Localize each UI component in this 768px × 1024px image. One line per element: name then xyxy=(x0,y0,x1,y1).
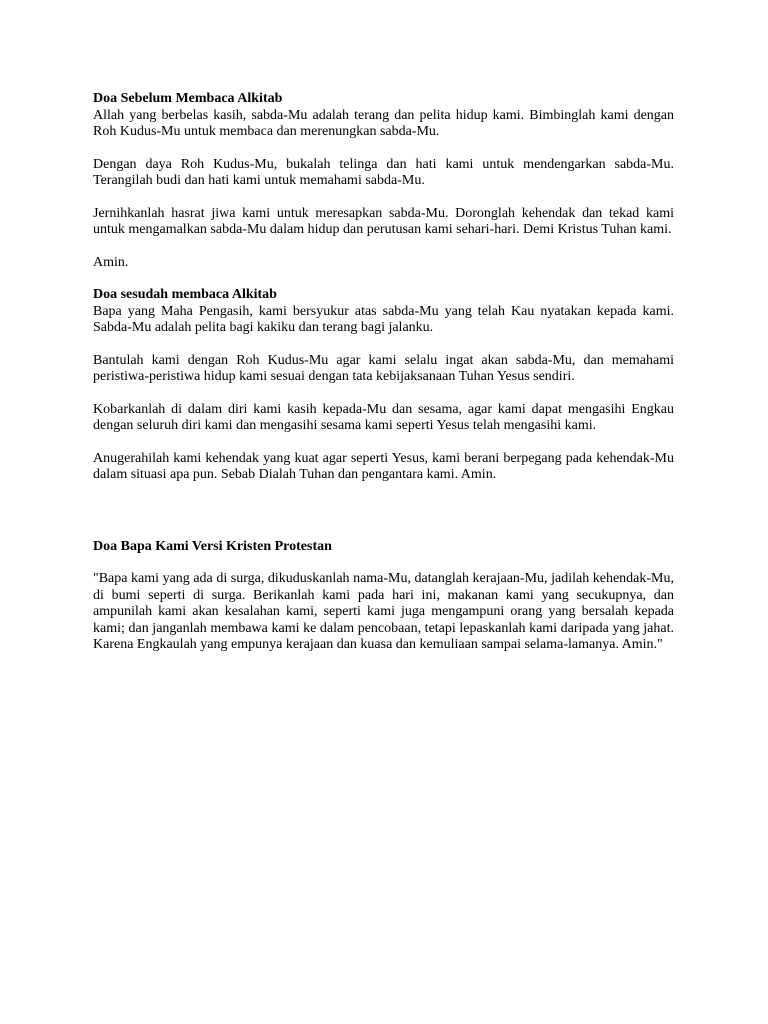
document-page xyxy=(93,91,674,670)
section-heading: Doa Bapa Kami Versi Kristen Protestan xyxy=(93,538,332,554)
section-doa-bapa-kami xyxy=(93,539,674,654)
paragraph: Allah yang berbelas kasih, sabda-Mu adalah terang dan pelita hidup kami. Bimbinglah kami dengan Roh Kudus-Mu untuk membaca dan merenungkan sabda-Mu. xyxy=(93,107,674,139)
section-heading: Doa sesudah membaca Alkitab xyxy=(93,287,277,302)
section-heading: Doa Sebelum Membaca Alkitab xyxy=(93,91,283,106)
paragraph: Dengan daya Roh Kudus-Mu, bukalah telinga dan hati kami untuk mendengarkan sabda-Mu. Terangilah budi dan hati kami untuk memahami sabda-Mu. xyxy=(93,156,674,188)
paragraph: Anugerahilah kami kehendak yang kuat agar seperti Yesus, kami berani berpegang pada kehendak-Mu dalam situasi apa pun. Sebab Dialah Tuhan dan pengantara kami. Amin. xyxy=(93,450,674,482)
section-doa-sebelum xyxy=(93,91,674,271)
paragraph: Bantulah kami dengan Roh Kudus-Mu agar kami selalu ingat akan sabda-Mu, dan memahami peristiwa-peristiwa hidup kami sesuai dengan tata kebijaksanaan Tuhan Yesus sendiri. xyxy=(93,352,674,384)
paragraph: Kobarkanlah di dalam diri kami kasih kepada-Mu dan sesama, agar kami dapat mengasihi Engkau dengan seluruh diri kami dan mengasihi sesama kami seperti Yesus telah mengasihi kami. xyxy=(93,401,674,433)
section-doa-sesudah xyxy=(93,287,674,484)
paragraph: Bapa yang Maha Pengasih, kami bersyukur atas sabda-Mu yang telah Kau nyatakan kepada kami. Sabda-Mu adalah pelita bagi kakiku dan terang bagi jalanku. xyxy=(93,303,674,335)
blank-space xyxy=(93,500,674,539)
paragraph: Amin. xyxy=(93,254,129,270)
paragraph: Jernihkanlah hasrat jiwa kami untuk meresapkan sabda-Mu. Doronglah kehendak dan tekad kami untuk mengamalkan sabda-Mu dalam hidup dan perutusan kami sehari-hari. Demi Kristus Tuhan kami. xyxy=(93,205,674,237)
paragraph: "Bapa kami yang ada di surga, dikuduskanlah nama-Mu, datanglah kerajaan-Mu, jadilah kehendak-Mu, di bumi seperti di surga. Berikanlah kami pada hari ini, makanan kami yang secukupnya, dan ampunilah kami akan kesalahan kami, seperti kami juga mengampuni orang yang bersalah kepada kami; dan janganlah membawa kami ke dalam pencobaan, tetapi lepaskanlah kami daripada yang jahat. Karena Engkaulah yang empunya kerajaan dan kuasa dan kemuliaan sampai selama-lamanya. Amin." xyxy=(93,571,674,652)
